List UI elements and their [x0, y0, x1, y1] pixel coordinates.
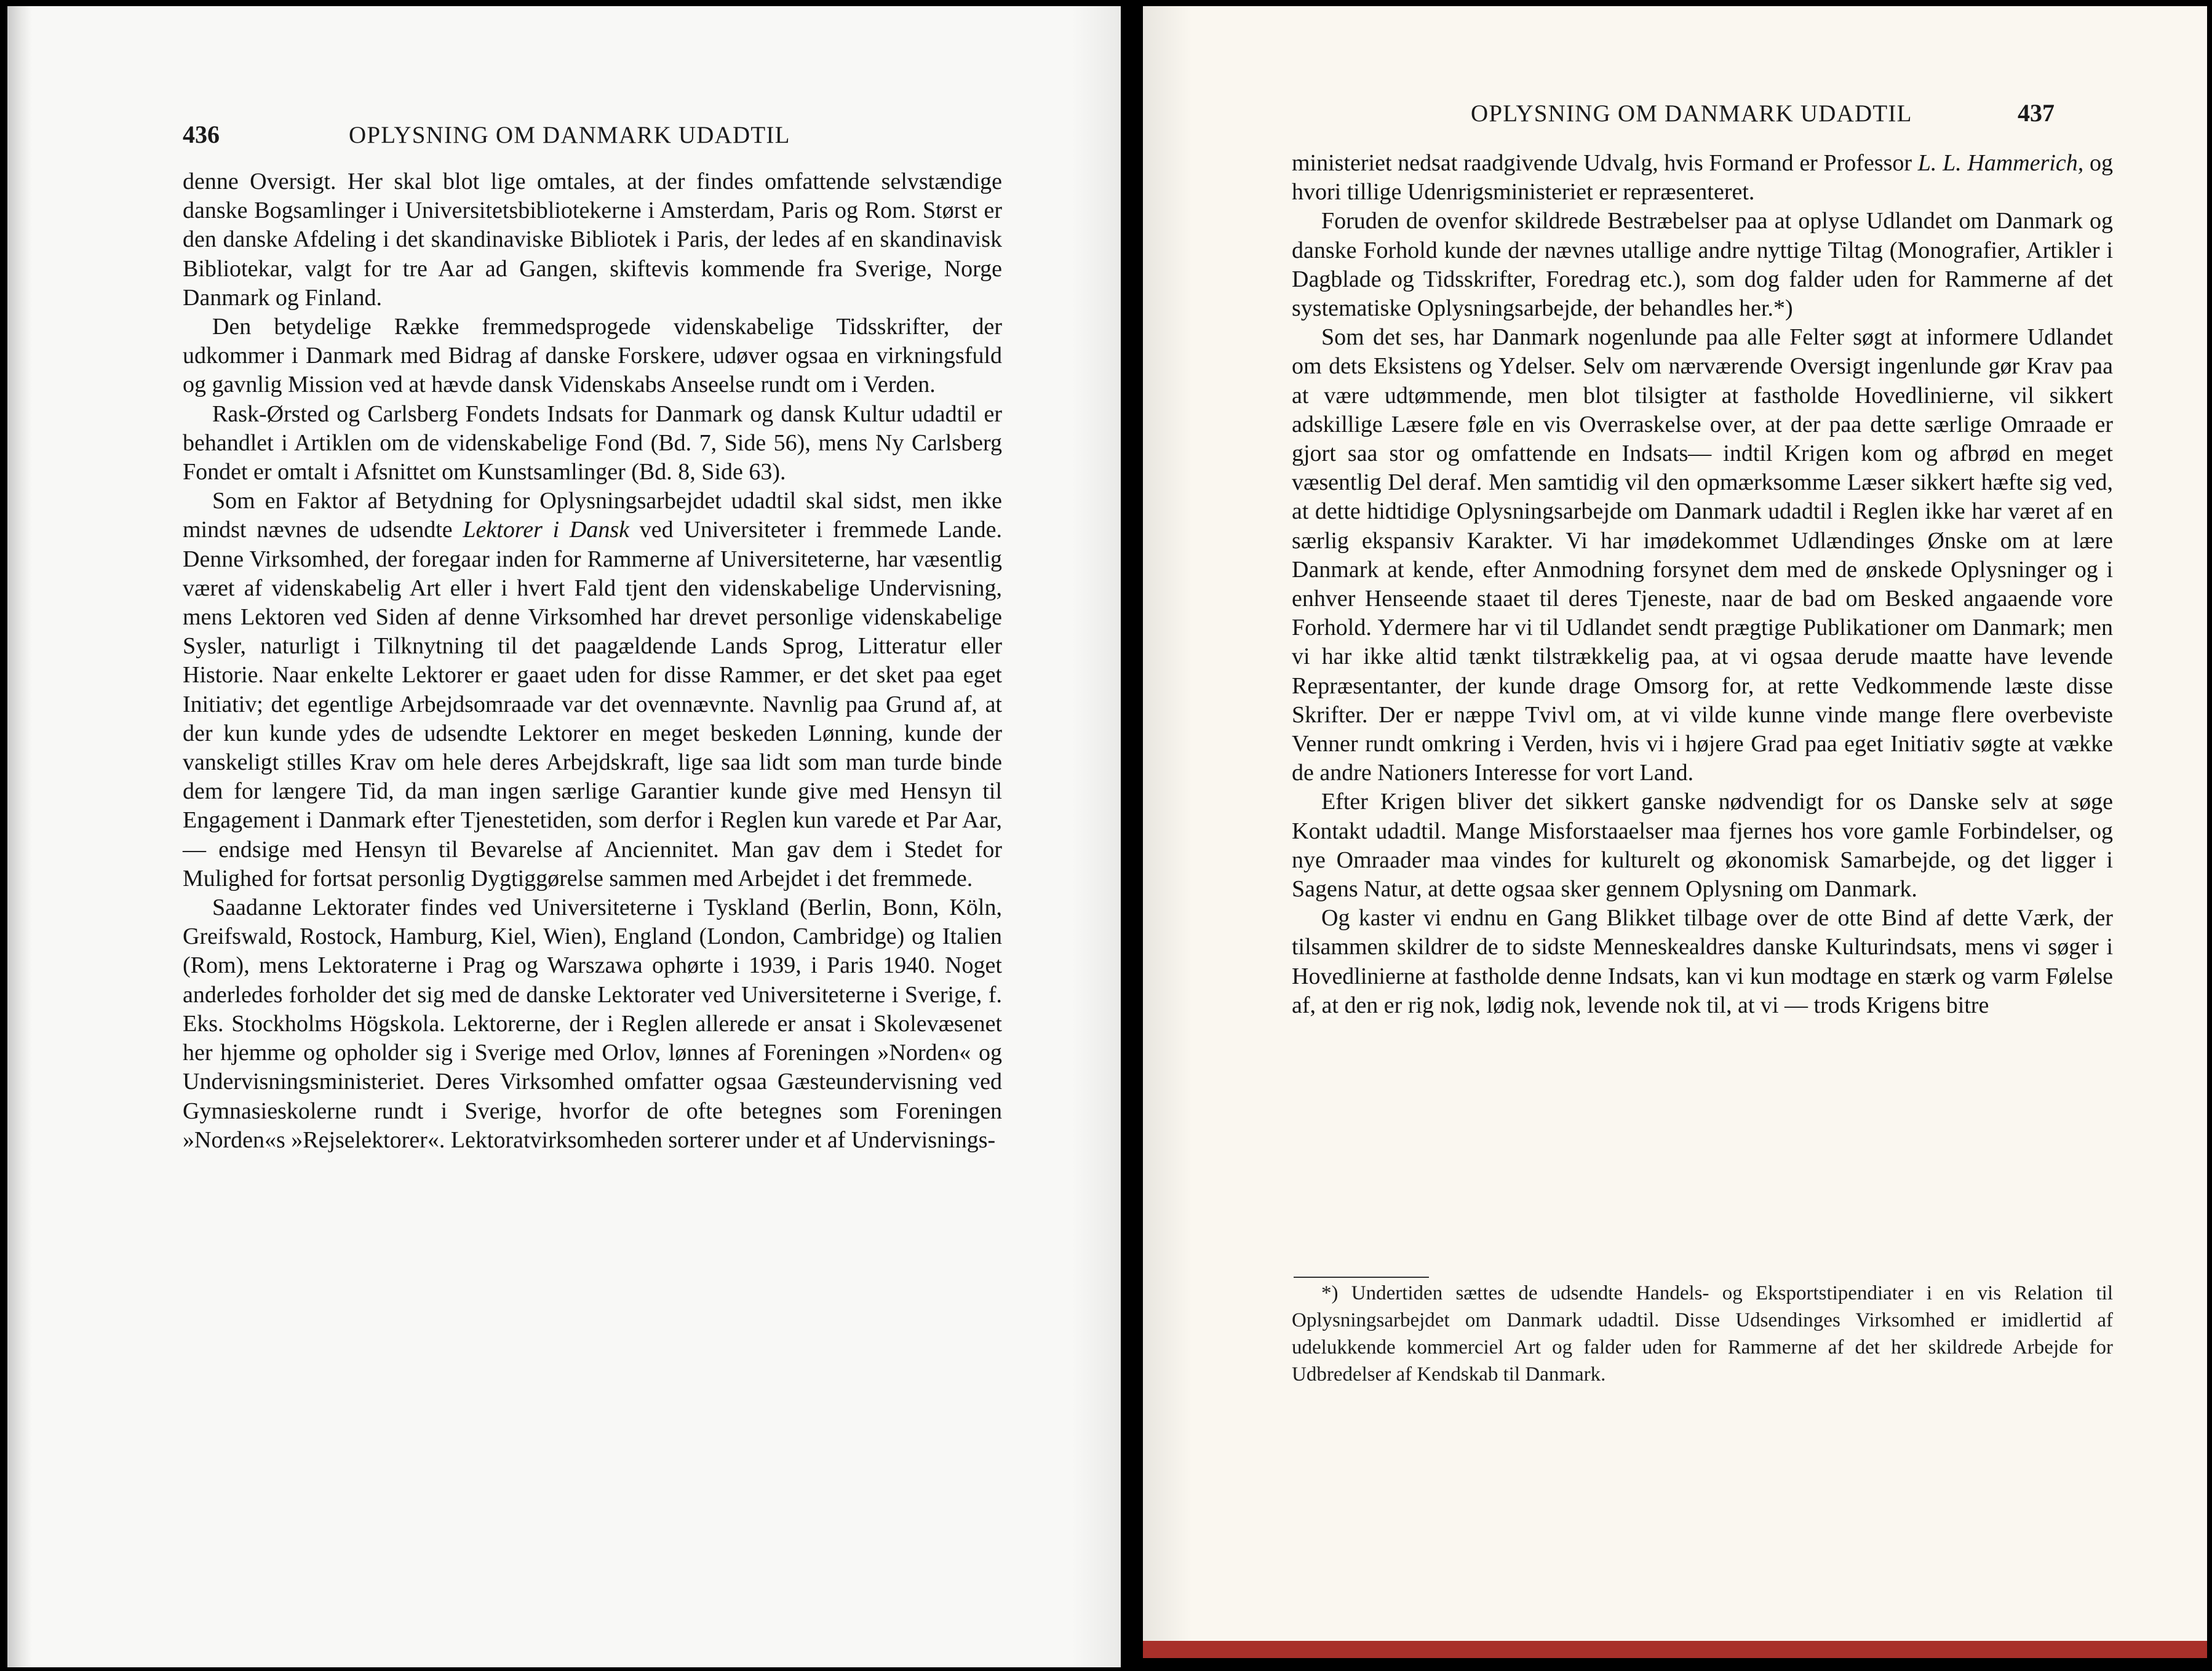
- gutter-shadow: [1143, 6, 1192, 1641]
- emphasis-text: Lektorer i Dansk: [463, 517, 630, 543]
- paragraph-text: ministeriet nedsat raadgivende Udvalg, hvis Formand er Professor: [1292, 150, 1912, 176]
- paragraph-text: og hvori tillige Udenrigsministeriet er repræsenteret.: [1292, 150, 2113, 205]
- paragraph: [1292, 149, 2113, 207]
- gutter-shadow: [1072, 6, 1121, 1667]
- footnote: *) Undertiden sættes de udsendte Handels- og Eksportstipendiater i en vis Relation til Oplysningsarbejdet om Danmark udadtil. Disse Udsendinges Virksomhed er imidlertid af udelukkende kommerciel Art og falder uden for Rammerne af det her skildrede Arbejde for Udbredelser af Kendskab til Danmark.: [1292, 1282, 2113, 1386]
- paragraph: Efter Krigen bliver det sikkert ganske nødvendigt for os Danske selv at søge Kontakt udadtil. Mange Misforstaaelser maa fjernes hos vore gamle Forbindelser, og nye Omraader maa vindes for kulturelt og økonomisk Samarbejde, og det ligger i Sagens Natur, at dette ogsaa sker gennem Oplysning om Danmark.: [1292, 789, 2113, 903]
- page-number: 437: [2018, 99, 2055, 127]
- footnote-rule: [1294, 1277, 1429, 1278]
- paragraph-text: ved Universiteter i fremmede Lande. Denne Virksomhed, der foregaar inden for Rammerne af Universiteterne, har væsentlig været af videnskabelig Art eller i hvert Fald tjent den videnskabelige Undervisning, mens Lektoren ved Siden af denne Virksomhed har drevet personlige videnskabelige Sysler, naturligt i Tilknytning til det paagældende Lands Sprog, Litteratur eller Historie. Naar enkelte Lektorer er gaaet uden for disse Rammer, er det sket paa eget Initiativ; det egentlige Arbejdsomraade var det ovennævnte. Navnlig paa Grund af, at der kun kunde ydes de udsendte Lektorer en meget beskeden Lønning, kunde der vanskeligt stilles Krav om hele deres Arbejdskraft, lige saa lidt som man turde binde dem for længere Tid, da man ingen særlige Garantier kunde give med Hensyn til Engagement i Danmark efter Tjenestetiden, som derfor i Reglen kun varede et Par Aar, — endsige med Hensyn til Bevarelse af Anciennitet. Man gav dem i Stedet for Mulighed for fortsat personlig Dygtiggørelse sammen med Arbejdet i det fremmede.: [183, 517, 1003, 891]
- running-title: OPLYSNING OM DANMARK UDADTIL: [1471, 100, 1912, 127]
- paragraph: Den betydelige Række fremmedsprogede videnskabelige Tidsskrifter, der udkommer i Danmark med Bidrag af danske Forskere, udøver ogsaa en virkningsfuld og gavnlig Mission ved at hævde dansk Videnskabs Anseelse rundt om i Verden.: [183, 314, 1002, 398]
- paragraph-text: Som en Faktor af Betydning for Oplysningsarbejdet udadtil skal sidst, men ikke mindst nævnes de udsendte: [183, 488, 1002, 543]
- paragraph: Foruden de ovenfor skildrede Bestræbelser paa at oplyse Udlandet om Danmark og danske Forhold kunde der nævnes utallige andre nyttige Tiltag (Monografier, Artikler i Dagblade og Tidsskrifter, Foredrag etc.), som dog falder uden for Rammerne af det systematiske Oplysningsarbejde, der behandles her.*): [1292, 208, 2113, 322]
- emphasis-text: L. L. Hammerich,: [1917, 150, 2084, 176]
- page-edge: [7, 6, 32, 1667]
- page-number: 436: [183, 121, 220, 148]
- left-page: [7, 6, 1121, 1667]
- body-text: [1292, 149, 2113, 1020]
- body-text: [183, 167, 1002, 1155]
- paragraph: Og kaster vi endnu en Gang Blikket tilbage over de otte Bind af dette Værk, der tilsammen skildrer de to sidste Menneskealdres danske Kulturindsats, mens vi søger i Hovedlinierne at fastholde denne Indsats, kan vi kun modtage en stærk og varm Følelse af, at den er rig nok, lødig nok, levende nok til, at vi — trods Krigens bitre: [1292, 905, 2113, 1018]
- paragraph: Som det ses, har Danmark nogenlunde paa alle Felter søgt at informere Udlandet om dets Eksistens og Ydelser. Selv om nærværende Oversigt ingenlunde gør Krav paa at være udtømmende, men blot tilsigter at fastholde Hovedlinierne, vil sikkert adskillige Læsere føle en vis Overraskelse over, at der paa dette særlige Omraade er gjort saa stor og omfattende en Indsats— indtil Krigen kom og afbrød en meget væsentlig Del deraf. Men samtidig vil den opmærksomme Læser sikkert hæfte sig ved, at dette hidtidige Oplysningsarbejde om Danmark udadtil i Reglen ikke har været af en særlig ekspansiv Karakter. Vi har imødekommet Udlændinges Ønske om at lære Danmark at kende, efter Anmodning forsynet dem med de ønskede Oplysninger og i enhver Henseende staaet til deres Tjeneste, naar de bad om Besked angaaende vore Forhold. Ydermere har vi til Udlandet sendt prægtige Publikationer om Danmark; men vi har ikke altid tænkt tilstrækkelig paa, at vi ogsaa derude maatte have levende Repræsentanter, der kunde drage Omsorg for, at rette Vedkommende læste disse Skrifter. Der er næppe Tvivl om, at vi vilde kunne vinde mange flere overbeviste Venner rundt omkring i Verden, hvis vi i højere Grad paa eget Initiativ søgte at vække de andre Nationers Interesse for vort Land.: [1292, 324, 2113, 786]
- paragraph: Rask-Ørsted og Carlsberg Fondets Indsats for Danmark og dansk Kultur udadtil er behandlet i Artiklen om de videnskabelige Fond (Bd. 7, Side 56), mens Ny Carlsberg Fondet er omtalt i Afsnittet om Kunstsamlinger (Bd. 8, Side 63).: [183, 401, 1002, 485]
- paragraph: denne Oversigt. Her skal blot lige omtales, at der findes omfattende selvstændige danske Bogsamlinger i Universitetsbibliotekerne i Amsterdam, Paris og Rom. Størst er den danske Afdeling i det skandinaviske Bibliotek i Paris, der ledes af en skandinavisk Bibliotekar, valgt for tre Aar ad Gangen, skiftevis kommende fra Sverige, Norge Danmark og Finland.: [183, 169, 1002, 311]
- paragraph: [183, 487, 1002, 893]
- paragraph: Saadanne Lektorater findes ved Universiteterne i Tyskland (Berlin, Bonn, Köln, Greifswald, Rostock, Hamburg, Kiel, Wien), England (London, Cambridge) og Italien (Rom), mens Lektoraterne i Prag og Warszawa ophørte i 1939, i Paris 1940. Noget anderledes forholder det sig med de danske Lektorater ved Universiteterne i Sverige, f. Eks. Stockholms Högskola. Lektorerne, der i Reglen allerede er ansat i Skolevæsenet her hjemme og opholder sig i Sverige med Orlov, lønnes af Foreningen »Norden« og Undervisningsministeriet. Deres Virksomhed omfatter ogsaa Gæsteundervisning ved Gymnasieskolerne rundt i Sverige, hvorfor de ofte betegnes som Foreningen »Norden«s »Rejselektorer«. Lektoratvirksomheden sorterer under et af Undervisnings-: [183, 895, 1002, 1153]
- right-page: [1143, 6, 2207, 1658]
- running-title: OPLYSNING OM DANMARK UDADTIL: [349, 122, 790, 148]
